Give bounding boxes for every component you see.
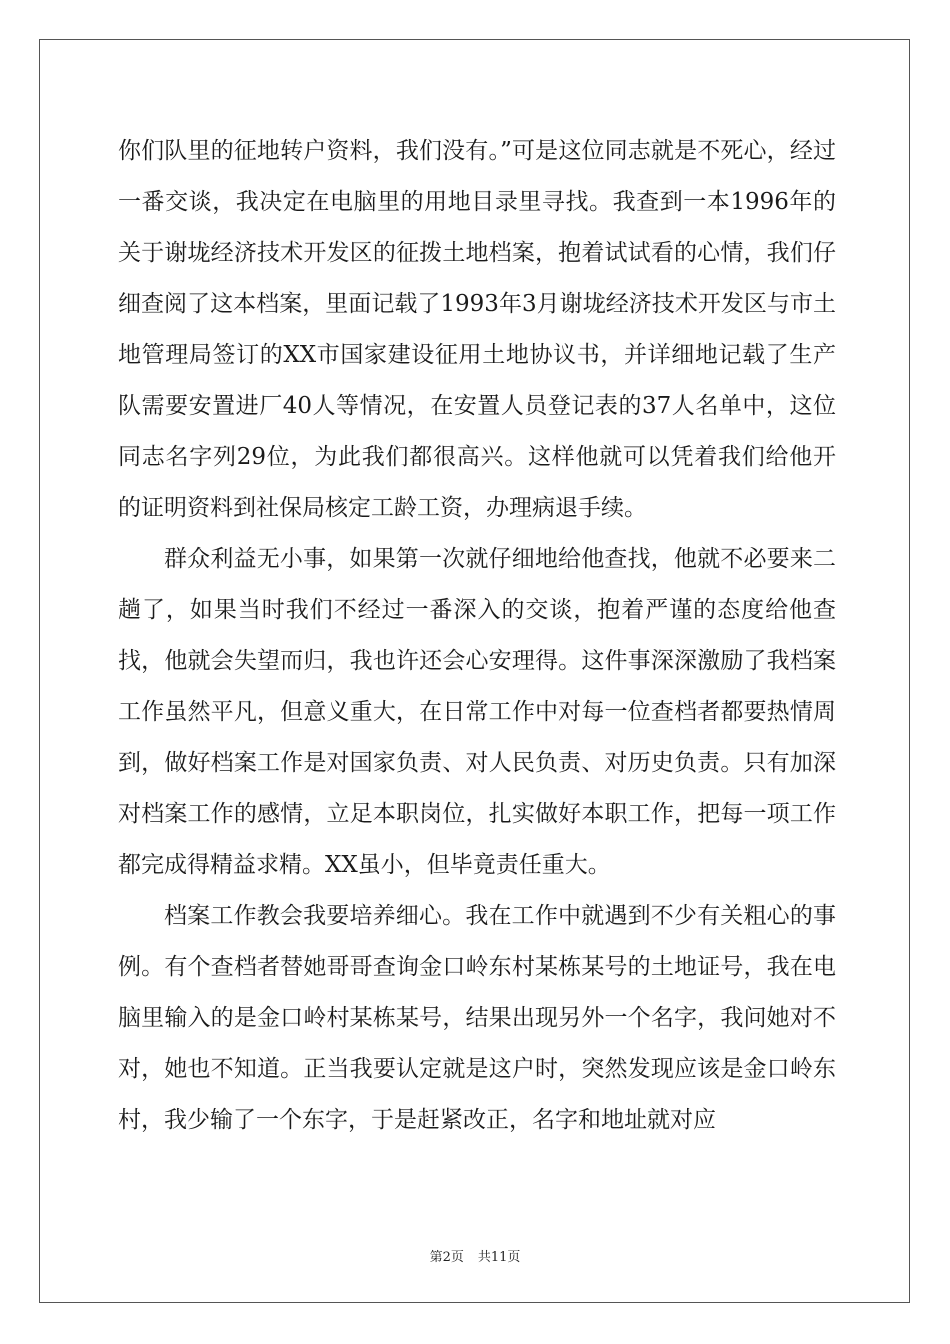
page-footer [0, 1246, 950, 1265]
paragraph-continuation: 你们队里的征地转户资料，我们没有。”可是这位同志就是不死心，经过一番交谈，我决定在电脑里的用地目录里寻找。我查到一本1996年的关于谢垅经济技术开发区的征拨土地档案，抱着试试看的心情，我们仔细查阅了这本档案，里面记载了1993年3月谢垅经济技术开发区与市土地管理局签订的XX市国家建设征用土地协议书，并详细地记载了生产队需要安置进厂40人等情况，在安置人员登记表的37人名单中，这位同志名字列29位，为此我们都很高兴。这样他就可以凭着我们给他开的证明资料到社保局核定工龄工资，办理病退手续。 [118, 138, 836, 521]
paragraph: 群众利益无小事，如果第一次就仔细地给他查找，他就不必要来二趟了，如果当时我们不经过一番深入的交谈，抱着严谨的态度给他查找，他就会失望而归，我也许还会心安理得。这件事深深激励了我档案工作虽然平凡，但意义重大，在日常工作中对每一位查档者都要热情周到，做好档案工作是对国家负责、对人民负责、对历史负责。只有加深对档案工作的感情，立足本职岗位，扎实做好本职工作，把每一项工作都完成得精益求精。XX虽小，但毕竟责任重大。 [118, 546, 836, 878]
document-body [118, 126, 836, 1146]
page-number: 第2页 [429, 1250, 464, 1265]
paragraph: 档案工作教会我要培养细心。我在工作中就遇到不少有关粗心的事例。有个查档者替她哥哥查询金口岭东村某栋某号的土地证号，我在电脑里输入的是金口岭村某栋某号，结果出现另外一个名字，我问她对不对，她也不知道。正当我要认定就是这户时，突然发现应该是金口岭东村，我少输了一个东字，于是赶紧改正，名字和地址就对应 [118, 903, 836, 1133]
page-total: 共11页 [477, 1250, 521, 1265]
